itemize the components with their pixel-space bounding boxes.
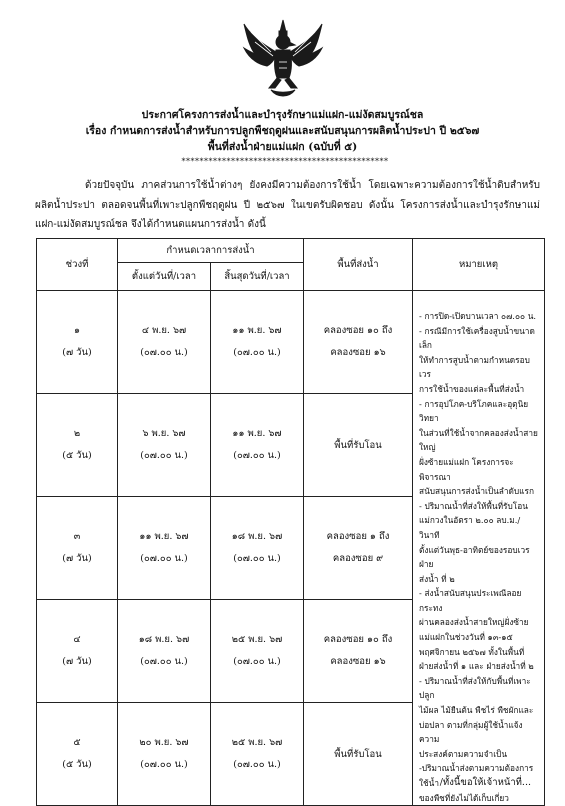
header-area: พื้นที่ส่งน้ำ xyxy=(304,239,413,291)
start-cell: ๒๐ พ.ย. ๖๗ (๐๗.๐๐ น.) xyxy=(118,703,211,806)
header-remarks: หมายเหตุ xyxy=(413,239,545,291)
intro-text: ด้วยปัจจุบัน ภาคส่วนการใช้น้ำต่างๆ ยังคงมีความต้องการใช้น้ำ โดยเฉพาะความต้องการใช้น้ำดิบสำหรับผลิตน้ำประปา ตลอดจนพื้นที่เพาะปลูกพืชฤดูฝน ปี ๒๕๖๗ ในเขตรับผิดชอบ ดังนั้น โครงการส่งน้ำและบำรุงรักษาแม่แฝก-แม่งัดสมบูรณ์ชล จึงได้กำหนดแผนการส่งน้ำ ดังนี้ xyxy=(35,180,540,230)
table-row xyxy=(37,291,545,394)
garuda-emblem-icon xyxy=(241,18,325,100)
header-schedule: กำหนดเวลาการส่งน้ำ xyxy=(118,239,304,263)
end-cell: ๑๑ พ.ย. ๖๗ (๐๗.๐๐ น.) xyxy=(211,394,304,497)
header-start: ตั้งแต่วันที่/เวลา xyxy=(118,263,211,291)
period-cell: ๒ (๕ วัน) xyxy=(37,394,118,497)
header-end: สิ้นสุดวันที่/เวลา xyxy=(211,263,304,291)
area-cell: คลองซอย ๑๐ ถึง คลองซอย ๑๖ xyxy=(304,291,413,394)
end-cell: ๑๑ พ.ย. ๖๗ (๐๗.๐๐ น.) xyxy=(211,291,304,394)
period-cell: ๔ (๗ วัน) xyxy=(37,600,118,703)
end-cell: ๑๘ พ.ย. ๖๗ (๐๗.๐๐ น.) xyxy=(211,497,304,600)
period-cell: ๕ (๕ วัน) xyxy=(37,703,118,806)
period-cell: ๑ (๗ วัน) xyxy=(37,291,118,394)
remarks-cell: - การปิด-เปิดบานเวลา ๐๗.๐๐ น. - กรณีมีการใช้เครื่องสูบน้ำขนาดเล็ก ให้ทำการสูบน้ำตามกำหนดรอบเวร การใช้น้ำของแต่ละพื้นที่ส่งน้ำ - การอุปโภค-บริโภคและอุตุนิยวิทยา ในส่วนที่ใช้น้ำจากคลองส่งน้ำสายใหญ่ ฝั่งซ้ายแม่แฝก โครงการจะพิจารณา สนับสนุนการส่งน้ำเป็นลำดับแรก - ปริมาณน้ำที่ส่งให้พื้นที่รับโอน แม่กวงในอัตรา ๒.๐๐ ลบ.ม./วินาที ตั้งแต่วันพุธ-อาทิตย์ของรอบเวรฝ่าย ส่งน้ำ ที่ ๒ - ส่งน้ำสนับสนุนประเพณีลอยกระทง ผ่านคลองส่งน้ำสายใหญ่ฝั่งซ้าย แม่แฝกในช่วงวันที่ ๑๓-๑๕ พฤศจิกายน ๒๕๖๗ ทั้งในพื้นที่ ฝ่ายส่งน้ำที่ ๑ และ ฝ่ายส่งน้ำที่ ๒ - ปริมาณน้ำที่ส่งให้กับพื้นที่เพาะปลูก ไม้ผล ไม้ยืนต้น พืชไร่ พืชผักและ บ่อปลา ตามที่กลุ่มผู้ใช้น้ำแจ้งความ ประสงค์ตามความจำเป็น -ปริมาณน้ำส่งตามความต้องการใช้น้ำ ของพืชที่ยังไม่ได้เก็บเกี่ยว xyxy=(413,291,545,806)
start-cell: ๖ พ.ย. ๖๗ (๐๗.๐๐ น.) xyxy=(118,394,211,497)
intro-paragraph xyxy=(35,176,540,235)
end-cell: ๒๕ พ.ย. ๖๗ (๐๗.๐๐ น.) xyxy=(211,703,304,806)
continued-note: /ทั้งนี้ขอให้เจ้าหน้าที่... xyxy=(439,777,531,788)
document-area: พื้นที่ส่งน้ำฝ่ายแม่แฝก (ฉบับที่ ๕) xyxy=(207,141,358,153)
divider-stars: ********************************************** xyxy=(181,157,389,166)
document-title: ประกาศโครงการส่งน้ำและบำรุงรักษาแม่แฝก-แม่งัดสมบูรณ์ชล xyxy=(141,109,424,121)
schedule-table xyxy=(36,238,545,806)
header-period: ช่วงที่ xyxy=(37,239,118,291)
area-cell: คลองซอย ๑๐ ถึง คลองซอย ๑๖ xyxy=(304,600,413,703)
area-cell: พื้นที่รับโอน xyxy=(304,394,413,497)
document-subject: เรื่อง กำหนดการส่งน้ำสำหรับการปลูกพืชฤดูฝนและสนับสนุนการผลิตน้ำประปา ปี ๒๕๖๗ xyxy=(85,125,480,137)
start-cell: ๔ พ.ย. ๖๗ (๐๗.๐๐ น.) xyxy=(118,291,211,394)
start-cell: ๑๑ พ.ย. ๖๗ (๐๗.๐๐ น.) xyxy=(118,497,211,600)
area-cell: พื้นที่รับโอน xyxy=(304,703,413,806)
area-cell: คลองซอย ๑ ถึง คลองซอย ๙ xyxy=(304,497,413,600)
end-cell: ๒๕ พ.ย. ๖๗ (๐๗.๐๐ น.) xyxy=(211,600,304,703)
period-cell: ๓ (๗ วัน) xyxy=(37,497,118,600)
start-cell: ๑๘ พ.ย. ๖๗ (๐๗.๐๐ น.) xyxy=(118,600,211,703)
